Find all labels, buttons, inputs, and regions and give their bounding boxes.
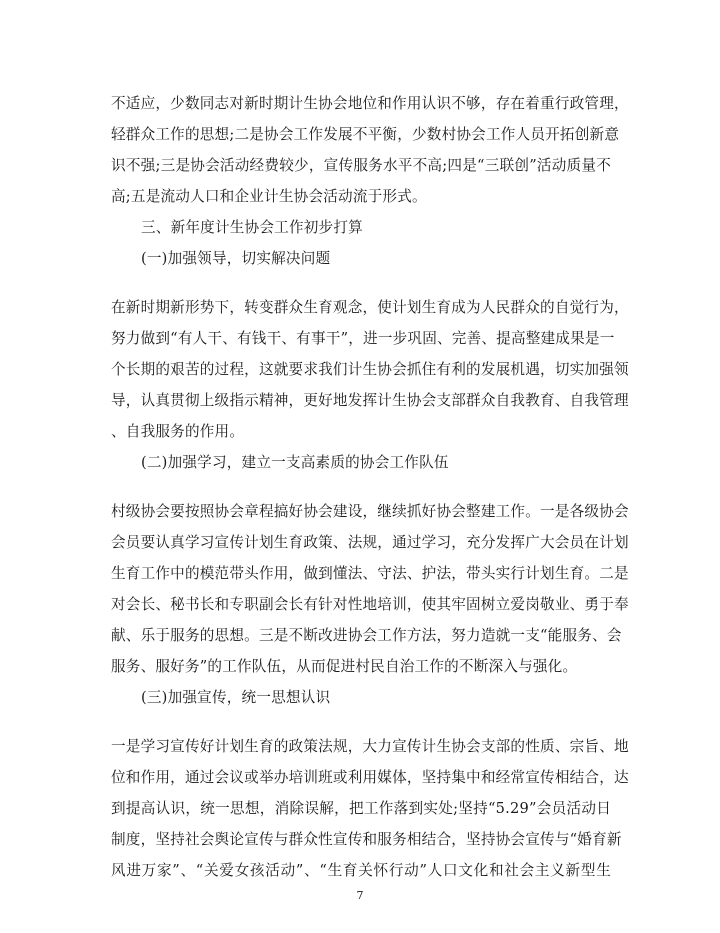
paragraph-line: 位和作用，通过会议或举办培训班或利用媒体，坚持集中和经常宣传相结合，达: [111, 769, 629, 786]
paragraph-line: 献、乐于服务的思想。三是不断改进协会工作方法，努力造就一支“能服务、会: [111, 627, 622, 644]
paragraph-line: 在新时期新形势下，转变群众生育观念，使计划生育成为人民群众的自觉行为，: [111, 299, 629, 316]
paragraph-line: 导，认真贯彻上级指示精神，更好地发挥计生协会支部群众自我教育、自我管理: [111, 392, 629, 409]
paragraph-line: 制度，坚持社会舆论宣传与群众性宣传和服务相结合，坚持协会宣传与“婚育新: [111, 831, 622, 848]
paragraph-line: 到提高认识，统一思想，消除误解，把工作落到实处;坚持“5.29”会员活动日: [111, 800, 611, 817]
section-heading: 三、新年度计生协会工作初步打算: [141, 219, 363, 236]
paragraph-line: 一是学习宣传好计划生育的政策法规，大力宣传计生协会支部的性质、宗旨、地: [111, 738, 629, 755]
paragraph-line: 生育工作中的模范带头作用，做到懂法、守法、护法，带头实行计划生育。二是: [111, 565, 629, 582]
paragraph-line: 高;五是流动人口和企业计生协会活动流于形式。: [111, 188, 427, 205]
paragraph-line: 会员要认真学习宣传计划生育政策、法规，通过学习，充分发挥广大会员在计划: [111, 534, 629, 551]
paragraph-line: 对会长、秘书长和专职副会长有针对性地培训，使其牢固树立爱岗敬业、勇于奉: [111, 596, 629, 613]
paragraph-line: 轻群众工作的思想;二是协会工作发展不平衡，少数村协会工作人员开拓创新意: [111, 126, 620, 143]
paragraph-line: 努力做到“有人干、有钱干、有事干”，进一步巩固、完善、提高整建成果是一: [111, 330, 615, 347]
paragraph-line: 风进万家”、“关爱女孩活动”、“生育关怀行动”人口文化和社会主义新型生: [111, 862, 611, 879]
paragraph-line: 不适应，少数同志对新时期计生协会地位和作用认识不够，存在着重行政管理，: [111, 95, 629, 112]
page-number: 7: [356, 889, 364, 902]
paragraph-line: 村级协会要按照协会章程搞好协会建设，继续抓好协会整建工作。一是各级协会: [111, 503, 629, 520]
subsection-heading: (三)加强宣传，统一思想认识: [141, 689, 331, 706]
subsection-heading: (一)加强领导，切实解决问题: [141, 250, 331, 267]
paragraph-line: 、自我服务的作用。: [111, 423, 245, 440]
subsection-heading: (二)加强学习，建立一支高素质的协会工作队伍: [141, 454, 449, 471]
paragraph-line: 识不强;三是协会活动经费较少，宣传服务水平不高;四是“三联创”活动质量不: [111, 157, 611, 174]
paragraph-line: 服务、服好务”的工作队伍，从而促进村民自治工作的不断深入与强化。: [111, 658, 578, 675]
paragraph-line: 个长期的艰苦的过程，这就要求我们计生协会抓住有利的发展机遇，切实加强领: [111, 361, 629, 378]
